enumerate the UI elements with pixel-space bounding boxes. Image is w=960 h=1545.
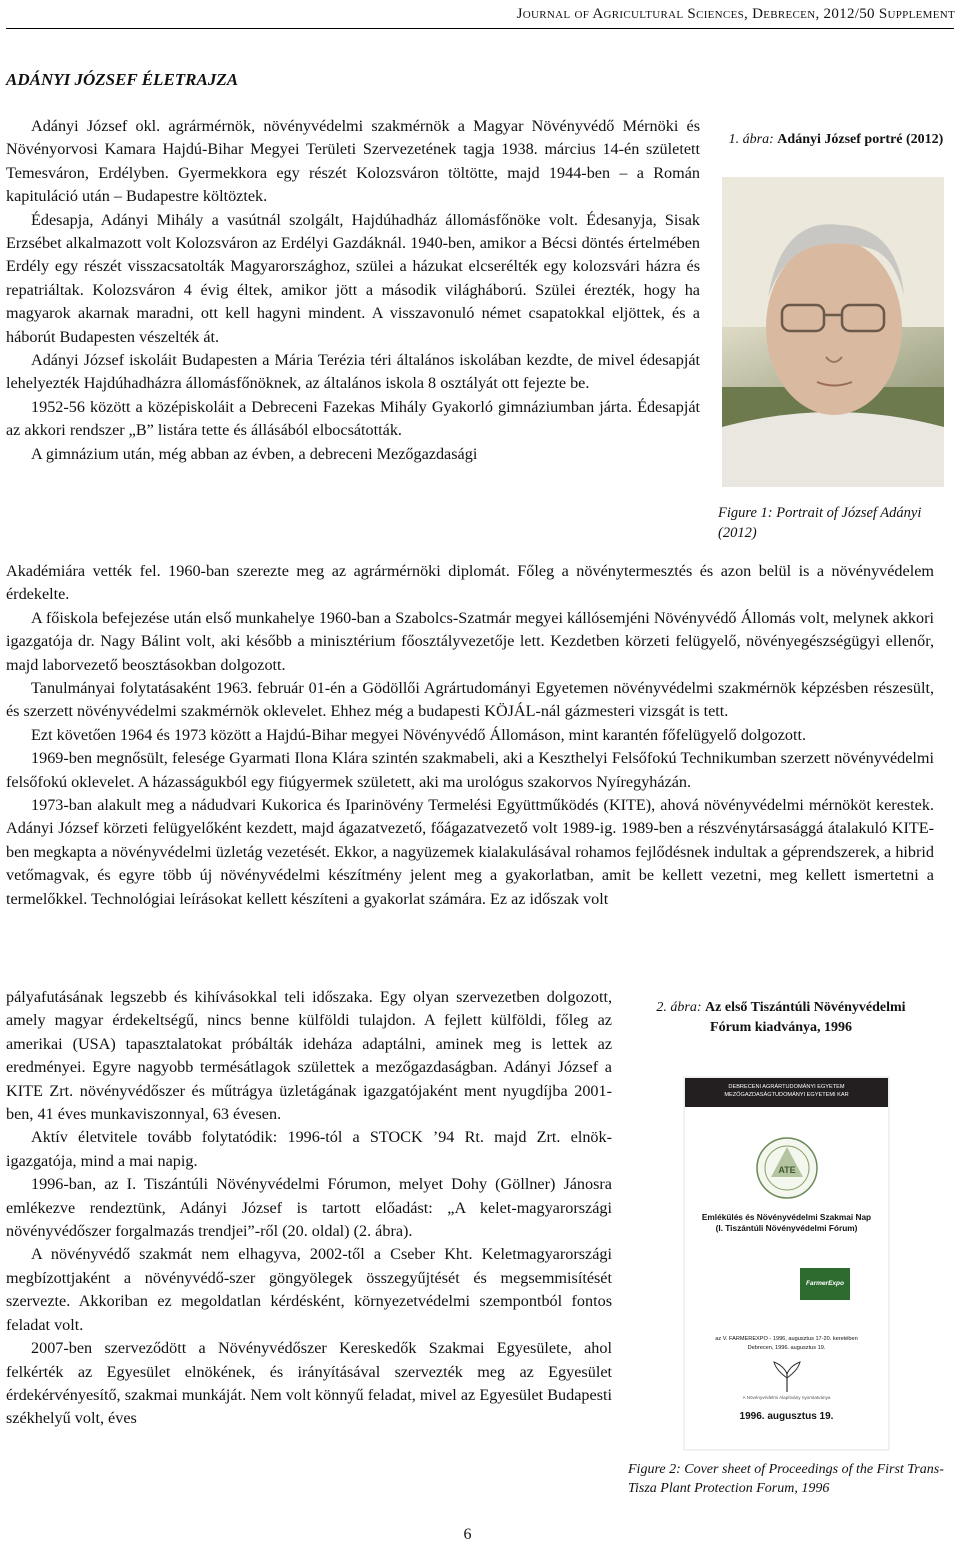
cover-header-line: DEBRECENI AGRÁRTUDOMÁNYI EGYETEM: [728, 1084, 845, 1090]
figure2-prefix: 2. ábra:: [656, 1000, 702, 1015]
figure2-caption-hu: [636, 998, 926, 1038]
foundation-plant-icon: [768, 1360, 806, 1394]
journal-header: Journal of Agricultural Sciences, Debrecen, 2012/50 Supplement: [516, 6, 955, 22]
cover-header-line: MEZŐGAZDASÁGTUDOMÁNYI EGYETEMI KAR: [724, 1092, 849, 1098]
paragraph-continued: pályafutásának legszebb és kihívásokkal teli időszaka. Egy olyan szervezetben dolgozott, amely magyar érdekeltségű, nincs benne külföldi tulajdon. A fejlett külföldi, főleg az amerikai (USA) tapasztalatokat próbálták ideháza adaptálni, aminek meg is lettek az eredményei. Egyre nagyobb termésátlagok születtek a mezőgazdaságban. Adányi József a KITE Zrt. növényvédőszer és műtrágya üzletágának igazgatójaként ment nyugdíjba 2001-ben, 41 éves munkaviszonnyal, 63 évesen.: [6, 988, 612, 1124]
cover-event-line: az V. FARMEREXPO - 1996, augusztus 17-20. keretében: [715, 1336, 858, 1342]
page-number: 6: [463, 1526, 472, 1543]
paragraph: A növényvédő szakmát nem elhagyva, 2002-től a Cseber Kht. Keletmagyarországi megbízottjaként a növényvédő-szer göngyölegek összegyűjtését és megsemmisítését szervezte. Akkoriban ez megoldatlan kérdésként, környezetvédelmi szempontból fontos feladat volt.: [6, 1245, 612, 1334]
portrait-illustration: [722, 177, 944, 487]
paragraph: Adányi József okl. agrármérnök, növényvédelmi szakmérnök a Magyar Növényvédő Mérnöki és Növényorvosi Kamara Hajdú-Bihar Megyei Területi Szervezetének tagja 1938. március 14-én született Temesváron, Erdélyben. Gyermekkora egy részét Kolozsváron töltötte, majd 1944-ben – a Román kapituláció után – Budapestre költöztek.: [6, 117, 700, 206]
paragraph: 1952-56 között a középiskoláit a Debreceni Fazekas Mihály Gyakorló gimnáziumban járta. Édesapját az akkori rendszer „B” listára tette és állásából elbocsátották.: [6, 397, 700, 440]
figure1-prefix: 1. ábra:: [728, 132, 774, 147]
proceedings-cover: [684, 1077, 889, 1450]
svg-text:ATE: ATE: [778, 1165, 796, 1175]
text-column-top: [6, 115, 700, 466]
cover-header: [685, 1078, 888, 1107]
header-rule: [6, 28, 954, 29]
text-column-full: [6, 560, 934, 911]
paragraph-continued: Akadémiára vették fel. 1960-ban szerezte meg az agrármérnöki diplomát. Főleg a növénytermesztés és azon belül is a növényvédelem érdekelte.: [6, 562, 934, 604]
figure1-caption-text: Adányi József portré (2012): [777, 132, 944, 147]
cover-title-line: (I. Tiszántúli Növényvédelmi Fórum): [715, 1223, 858, 1233]
paragraph: 2007-ben szerveződött a Növényvédőszer Kereskedők Szakmai Egyesülete, ahol felkérték az Egyesület elnökének, és irányításával szervezték meg az Egyesület érdekérvényesítő, szakmai munkáját. Nem volt könnyű feladat, mivel az Egyesület Budapesti székhelyű volt, éves: [6, 1339, 612, 1428]
paragraph: A főiskola befejezése után első munkahelye 1960-ban a Szabolcs-Szatmár megyei kállósemjéni Növényvédő Állomás volt, melynek akkori igazgatója dr. Nagy Bálint volt, aki később a minisztérium főosztályvezetője lett. Kezdetben körzeti felügyelő, növényegészségügyi ellenőr, majd laborvezető beosztásokban dolgozott.: [6, 608, 934, 674]
paragraph: Tanulmányai folytatásaként 1963. február 01-én a Gödöllői Agrártudományi Egyetemen növényvédelmi szakmérnök képzésben részesült, és szerzett növényvédelmi szakmérnök oklevelet. Ehhez még a budapesti KÖJÁL-nál gázmesteri vizsgát is tett.: [6, 679, 934, 721]
figure2-caption-en: Figure 2: Cover sheet of Proceedings of the First Trans-Tisza Plant Protection Forum, 1996: [628, 1462, 944, 1496]
paragraph: A gimnázium után, még abban az évben, a debreceni Mezőgazdasági: [31, 444, 478, 463]
farmerexpo-logo-text: FarmerExpo: [806, 1280, 844, 1287]
university-emblem-icon: [749, 1133, 825, 1203]
paragraph: 1973-ban alakult meg a nádudvari Kukorica és Iparinövény Termelési Együttműködés (KITE), ahová növényvédelmi mérnököt kerestek. Adányi József körzeti felügyelőként kezdett, majd ágazatvezető, főágazatvezető volt 1989-ig. 1989-ben a részvénytársasággá átalakuló KITE-ben megkapta a növényvédelmi üzletág vezetését. Ekkor, a nagyüzemek kialakulásával rohamos fejlődésnek indultak a géprendszerek, a hibrid vetőmagvak, és egyre több új növényvédelmi készítmény jelent meg a gyakorlatban, amit be kellett vezetni, meg kellett ismertetni a termelőkkel. Technológiai leírásokat kellett készíteni a gyakorlat számára. Ez az időszak volt: [6, 796, 934, 908]
portrait-photo: [722, 177, 944, 487]
cover-title: [689, 1212, 884, 1234]
cover-place-line: Debrecen, 1996. augusztus 19.: [747, 1345, 826, 1351]
figure2-caption-text: Az első Tiszántúli Növényvédelmi Fórum kiadványa, 1996: [705, 1000, 906, 1035]
paragraph: Aktív életvitele tovább folytatódik: 1996-tól a STOCK ’94 Rt. majd Zrt. elnök-igazgatója, mind a mai napig.: [6, 1128, 612, 1170]
figure1-caption-en: Figure 1: Portrait of József Adányi (2012): [718, 505, 922, 541]
paragraph: Édesapja, Adányi Mihály a vasútnál szolgált, Hajdúhadház állomásfőnöke volt. Édesanyja, Sisak Erzsébet alkalmazott volt Kolozsváron az Erdélyi Gazdáknál. 1940-ben, amikor a Bécsi döntés értelmében Erdély egy részét visszacsatolták Magyarországhoz, szülei a házukat elcserélték egy kolozsvári házra és repatriáltak. Kolozsváron 4 évig éltek, amikor jött a második világháború. Szülei érezték, hogy ha magyarok akarnak maradni, ott kell hagyni mindent. A visszavonuló német csapatokkal eljöttek, és a háborút Budapesten vészelték át.: [6, 210, 700, 346]
text-column-bottom: [6, 986, 612, 1431]
paragraph: Ezt követően 1964 és 1973 között a Hajdú-Bihar megyei Növényvédő Állomáson, mint karantén főfelügyelő dolgozott.: [31, 725, 807, 744]
cover-date: 1996. augusztus 19.: [739, 1411, 834, 1422]
cover-title-line: Emlékülés és Növényvédelmi Szakmai Nap: [701, 1212, 872, 1222]
paragraph: 1969-ben megnősült, felesége Gyarmati Ilona Klára szintén szakmabeli, aki a Keszthelyi Felsőfokú Technikumban szerzett növényvédelmi felsőfokú oklevelet. A házasságukból egy fiúgyermek született, aki ma urológus szakorvos Nyíregyházán.: [6, 749, 934, 791]
figure1-caption-hu: [728, 131, 944, 148]
farmerexpo-logo: [800, 1268, 850, 1300]
paragraph: 1996-ban, az I. Tiszántúli Növényvédelmi Fórumon, melyet Dohy (Göllner) Jánosra emlékezve rendeztünk, Adányi József is tartott előadást: „A kelet-magyarországi növényvédőszer forgalmazás trendjei”-ről (20. oldal) (2. ábra).: [6, 1175, 612, 1241]
cover-small-line: A Növényvédelmi Alapítvány nyomtatványa: [742, 1395, 831, 1400]
article-title: ADÁNYI JÓZSEF ÉLETRAJZA: [6, 70, 239, 89]
paragraph: Adányi József iskoláit Budapesten a Mária Terézia téri általános iskolában kezdte, de mivel édesapját lehelyezték Hajdúhadházra állomásfőnöknek, az általános iskola 8 osztályát ott fejezte be.: [6, 351, 700, 393]
